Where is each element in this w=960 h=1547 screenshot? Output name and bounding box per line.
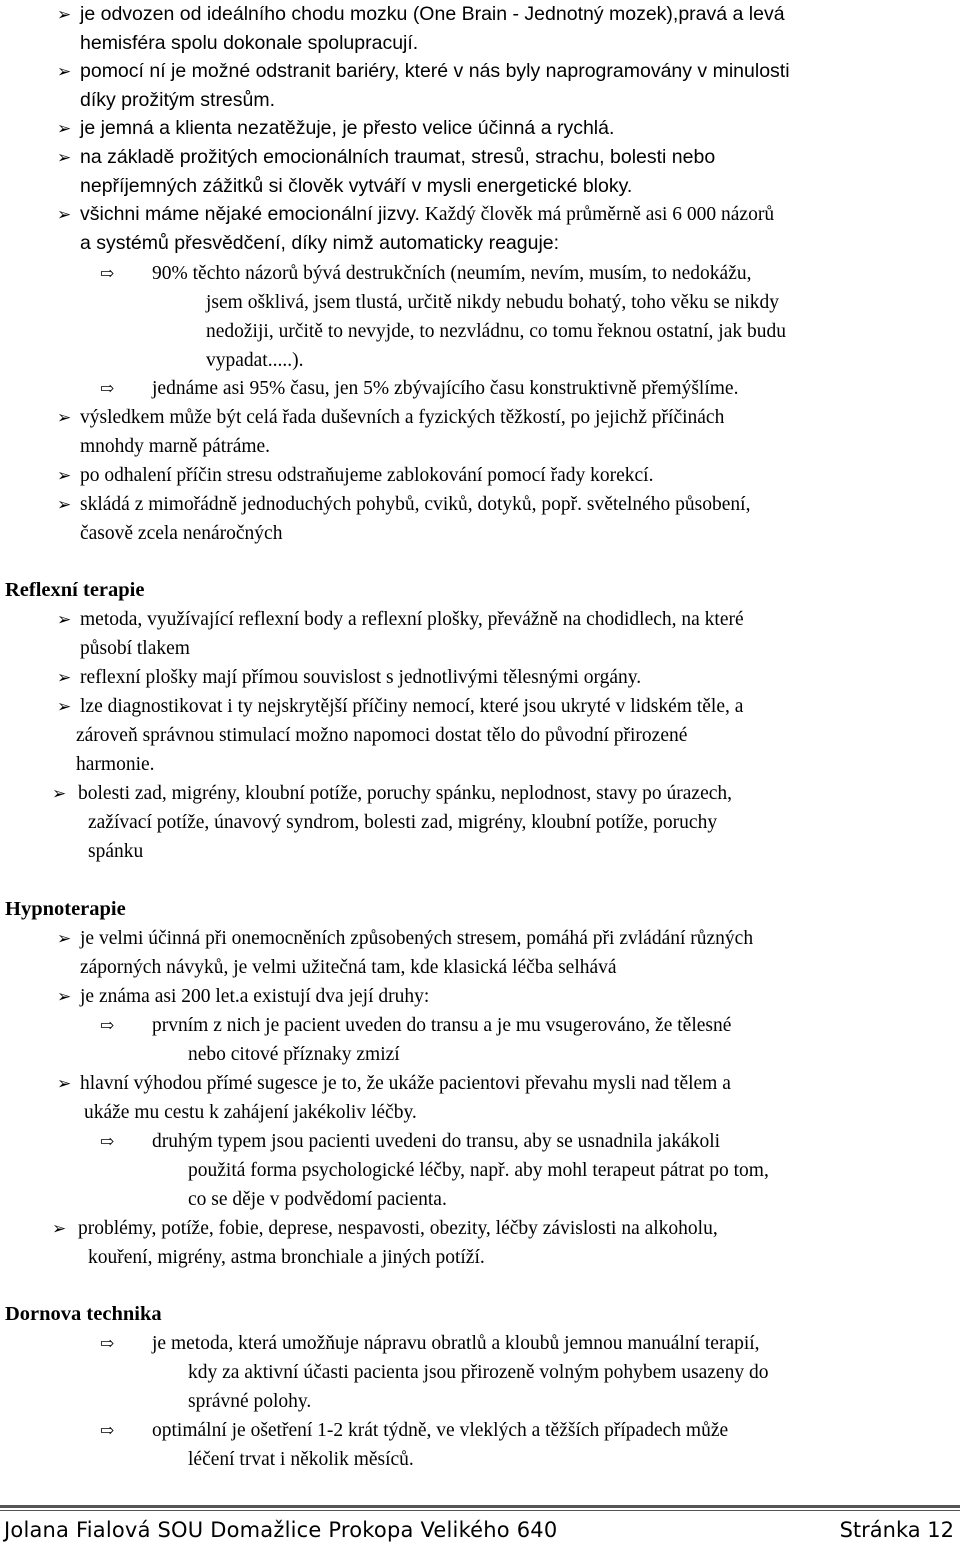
list-item-text: je jemná a klienta nezatěžuje, je přesto velice účinná a rychlá. [80,117,615,139]
section-heading: Hypnoterapie [5,898,126,920]
list-item-text: ukáže mu cestu k zahájení jakékoliv léčby. [84,1102,417,1123]
list-item-text: prvním z nich je pacient uveden do transu a je mu vsugerováno, že tělesné [152,1015,732,1036]
page-number: Stránka 12 [839,1518,954,1542]
list-item-text: je známa asi 200 let.a existují dva její druhy: [80,986,430,1007]
list-item-text: optimální je ošetření 1-2 krát týdně, ve vleklých a těžších případech může [152,1420,729,1441]
list-item-text: jednáme asi 95% času, jen 5% zbývajícího času konstruktivně přemýšlíme. [152,378,739,399]
hollow-arrow-bullet-icon: ⇨ [100,1132,115,1151]
arrow-bullet-icon: ➢ [57,119,72,138]
list-item-text: je metoda, která umožňuje nápravu obratlů a kloubů jemnou manuální terapií, [152,1333,760,1354]
arrow-bullet-icon: ➢ [57,697,72,716]
list-item-text: je velmi účinná při onemocněních způsobených stresem, pomáhá při zvládání různých [80,928,754,949]
arrow-bullet-icon: ➢ [57,929,72,948]
list-item-text: skládá z mimořádně jednoduchých pohybů, cviků, dotyků, popř. světelného působení, [80,494,751,515]
list-item-text: použitá forma psychologické léčby, např. aby mohl terapeut pátrat po tom, [188,1160,769,1181]
hollow-arrow-bullet-icon: ⇨ [100,1016,115,1035]
arrow-bullet-icon: ➢ [57,466,72,485]
arrow-bullet-icon: ➢ [57,610,72,629]
list-item-text: záporných návyků, je velmi užitečná tam, kde klasická léčba selhává [80,957,617,978]
list-item-text: problémy, potíže, fobie, deprese, nespavosti, obezity, léčby závislosti na alkoholu, [78,1218,718,1239]
list-item-text: nepříjemných zážitků si člověk vytváří v mysli energetické bloky. [80,175,633,197]
footer-divider [0,1510,960,1511]
list-item-text: Každý člověk má průměrně asi 6 000 názorů [419,204,775,225]
hollow-arrow-bullet-icon: ⇨ [100,1421,115,1440]
list-item-text: nebo citové příznaky zmizí [188,1044,400,1065]
list-item-text: působí tlakem [80,638,190,659]
list-item-text: a systémů přesvědčení, díky nimž automaticky reaguje: [80,232,560,254]
list-item-text: léčení trvat i několik měsíců. [188,1449,414,1470]
list-item-text: zároveň správnou stimulací možno napomoci dostat tělo do původní přirozené [76,725,688,746]
list-item-text: harmonie. [76,754,155,775]
list-item-text: hemisféra spolu dokonale spolupracují. [80,32,419,54]
list-item-text: pomocí ní je možné odstranit bariéry, které v nás byly naprogramovány v minulosti [80,60,790,82]
list-item-text: 90% těchto názorů bývá destrukčních (neumím, nevím, musím, to nedokážu, [152,263,752,284]
hollow-arrow-bullet-icon: ⇨ [100,1334,115,1353]
arrow-bullet-icon: ➢ [57,408,72,427]
list-item-text: zažívací potíže, únavový syndrom, bolesti zad, migrény, kloubní potíže, poruchy [88,812,718,833]
list-item-text: co se děje v podvědomí pacienta. [188,1189,447,1210]
arrow-bullet-icon: ➢ [57,148,72,167]
list-item-text: reflexní plošky mají přímou souvislost s jednotlivými tělesnými orgány. [80,667,642,688]
hollow-arrow-bullet-icon: ⇨ [100,264,115,283]
arrow-bullet-icon: ➢ [57,668,72,687]
list-item-text: díky prožitým stresům. [80,89,276,111]
list-item-text: nedožiji, určitě to nevyjde, to nezvládnu, co tomu řeknou ostatní, jak budu [206,321,786,342]
section-heading: Dornova technika [5,1303,162,1325]
arrow-bullet-icon: ➢ [52,1219,67,1238]
list-item-text: metoda, využívající reflexní body a reflexní plošky, převážně na chodidlech, na které [80,609,744,630]
list-item-text: je odvozen od ideálního chodu mozku (One Brain - Jednotný mozek),pravá a levá [80,3,785,25]
list-item-text: správné polohy. [188,1391,312,1412]
list-item-text: výsledkem může být celá řada duševních a fyzických těžkostí, po jejichž příčinách [80,407,725,428]
arrow-bullet-icon: ➢ [52,784,67,803]
list-item-text: kouření, migrény, astma bronchiale a jiných potíží. [88,1247,485,1268]
list-item-text: bolesti zad, migrény, kloubní potíže, poruchy spánku, neplodnost, stavy po úrazech, [78,783,733,804]
list-item-text: druhým typem jsou pacienti uvedeni do transu, aby se usnadnila jakákoli [152,1131,721,1152]
list-item-text: na základě prožitých emocionálních traumat, stresů, strachu, bolesti nebo [80,146,716,168]
footer-divider [0,1505,960,1508]
arrow-bullet-icon: ➢ [57,5,72,24]
hollow-arrow-bullet-icon: ⇨ [100,379,115,398]
list-item-text: kdy za aktivní účasti pacienta jsou přirozeně volným pohybem usazeny do [188,1362,769,1383]
list-item-text: spánku [88,841,144,862]
list-item-text: lze diagnostikovat i ty nejskrytější příčiny nemocí, které jsou ukryté v lidském těle, a [80,696,744,717]
list-item-text: po odhalení příčin stresu odstraňujeme zablokování pomocí řady korekcí. [80,465,654,486]
arrow-bullet-icon: ➢ [57,495,72,514]
footer-author: Jolana Fialová SOU Domažlice Prokopa Velikého 640 [4,1518,558,1542]
section-heading: Reflexní terapie [5,579,145,601]
list-item-text: vypadat.....). [206,350,304,371]
arrow-bullet-icon: ➢ [57,62,72,81]
list-item-text: všichni máme nějaké emocionální jizvy. [80,203,420,225]
list-item-text: mnohdy marně pátráme. [80,436,271,457]
list-item-text: časově zcela nenáročných [80,523,283,544]
arrow-bullet-icon: ➢ [57,205,72,224]
list-item-text: hlavní výhodou přímé sugesce je to, že ukáže pacientovi převahu mysli nad tělem a [80,1073,731,1094]
arrow-bullet-icon: ➢ [57,987,72,1006]
arrow-bullet-icon: ➢ [57,1074,72,1093]
list-item-text: jsem ošklivá, jsem tlustá, určitě nikdy nebudu bohatý, toho věku se nikdy [206,292,780,313]
